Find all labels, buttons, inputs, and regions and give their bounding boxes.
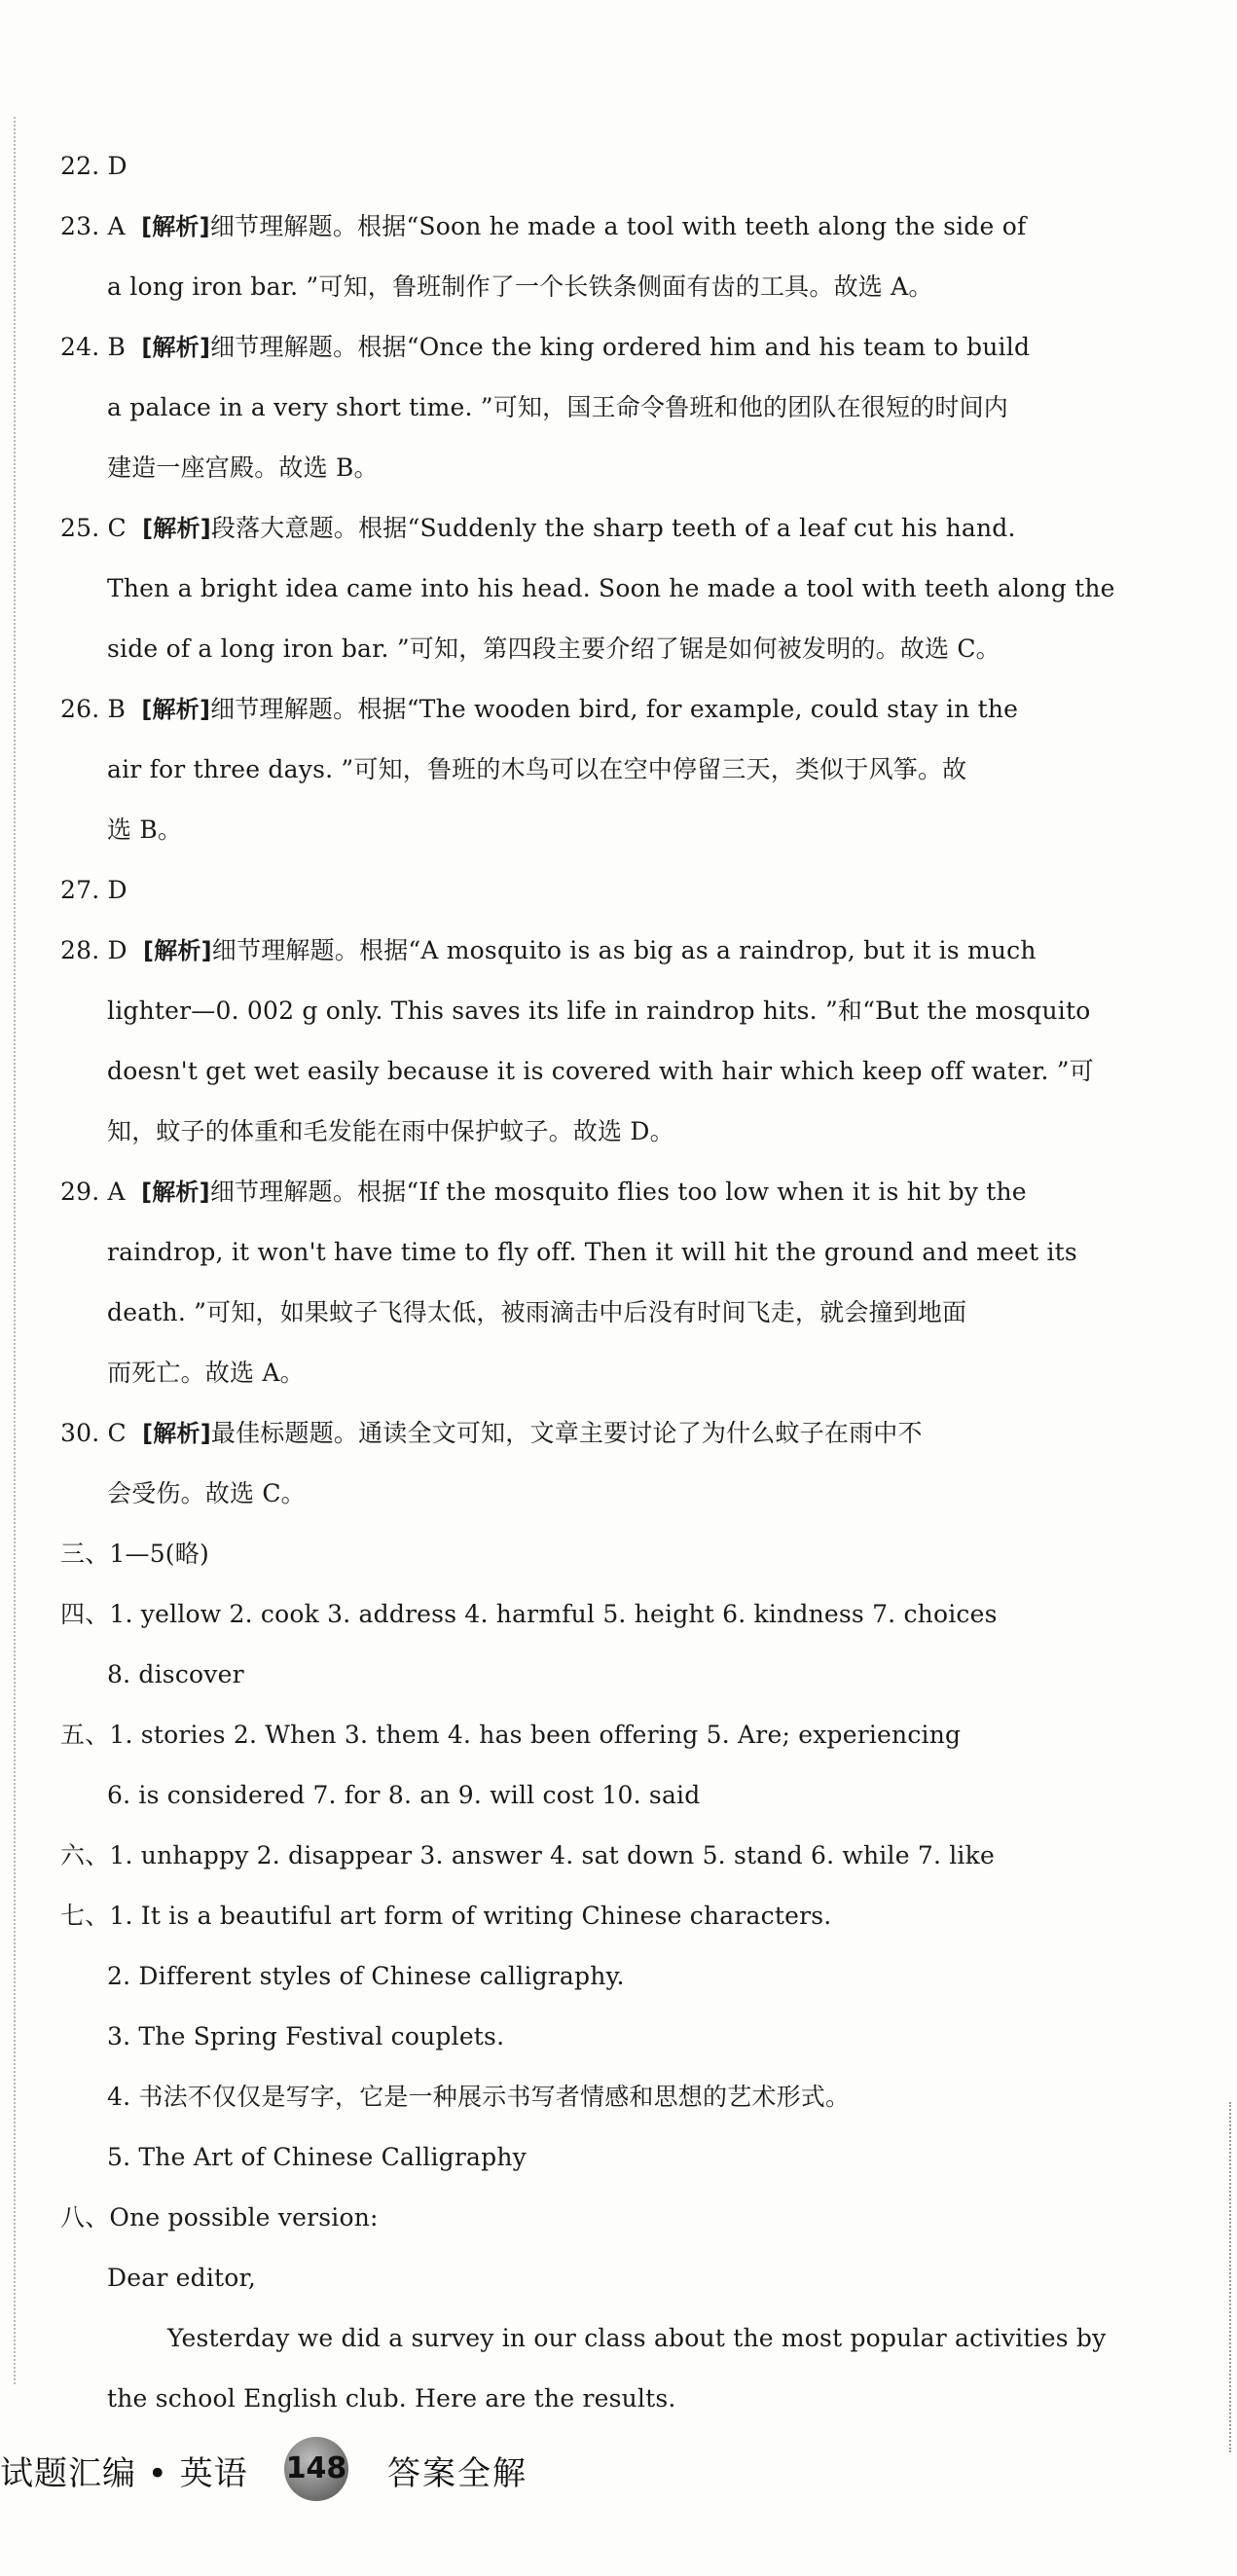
answer-line: 七、1. It is a beautiful art form of writing Chinese characters. [60, 1902, 832, 1930]
answer-line: doesn't get wet easily because it is covered with hair which keep off water. ”可 [107, 1057, 1094, 1085]
answer-line [60, 498, 1131, 559]
answer-line: a long iron bar. ”可知，鲁班制作了一个长铁条侧面有齿的工具。故选 A。 [107, 272, 933, 301]
answer-line [60, 1403, 1131, 1464]
question-number: 28. D [60, 936, 127, 964]
answer-line: death. ”可知，如果蚊子飞得太低，被雨滴击中后没有时间飞走，就会撞到地面 [107, 1298, 967, 1326]
analysis-tag: [解析] [141, 1179, 210, 1206]
answer-line: 八、One possible version: [60, 2203, 379, 2231]
answer-line: 会受伤。故选 C。 [107, 1479, 306, 1507]
answer-line: 6. is considered 7. for 8. an 9. will cost 10. said [107, 1781, 701, 1809]
answer-line [60, 317, 1131, 378]
page-edge-line [1229, 2102, 1231, 2452]
analysis-text: 细节理解题。根据“Soon he made a tool with teeth along the side of [209, 212, 1027, 240]
answer-line: 8. discover [107, 1660, 244, 1688]
answer-line: 2. Different styles of Chinese calligraphy. [107, 1962, 625, 1990]
answer-line: a palace in a very short time. ”可知，国王命令鲁班和他的团队在很短的时间内 [107, 393, 1008, 421]
answer-line: 选 B。 [107, 816, 183, 844]
answer-line: the school English club. Here are the results. [107, 2384, 676, 2413]
book-title: 试题汇编 • 英语 [0, 2454, 248, 2493]
analysis-text: 细节理解题。根据“Once the king ordered him and his team to build [210, 333, 1031, 361]
analysis-tag: [解析] [141, 696, 211, 723]
question-number: 23. A [60, 212, 126, 240]
answer-line: 知，蚊子的体重和毛发能在雨中保护蚊子。故选 D。 [107, 1117, 674, 1145]
answer-line [60, 197, 1131, 257]
answer-line: Yesterday we did a survey in our class about the most popular activities by [167, 2324, 1107, 2352]
question-number: 24. B [60, 333, 127, 361]
answer-line: 四、1. yellow 2. cook 3. address 4. harmful 5. height 6. kindness 7. choices [60, 1600, 998, 1628]
answer-line [60, 1162, 1131, 1222]
answer-line: 4. 书法不仅仅是写字，它是一种展示书写者情感和思想的艺术形式。 [107, 2083, 851, 2111]
answer-content [60, 136, 1131, 2429]
page-number-badge: 148 [284, 2437, 348, 2501]
analysis-tag: [解析] [141, 334, 211, 361]
analysis-tag: [解析] [142, 515, 211, 542]
answer-line: 22. D [60, 152, 127, 180]
answer-line: side of a long iron bar. ”可知，第四段主要介绍了锯是如何被发明的。故选 C。 [107, 635, 1001, 663]
binding-margin-line [14, 117, 16, 2384]
analysis-tag: [解析] [141, 213, 210, 240]
analysis-text: 细节理解题。根据“If the mosquito flies too low when it is hit by the [209, 1178, 1027, 1206]
analysis-tag: [解析] [142, 1420, 211, 1447]
analysis-text: 细节理解题。根据“A mosquito is as big as a raindrop, but it is much [211, 936, 1037, 964]
answer-line: 27. D [60, 876, 127, 904]
answer-line: 5. The Art of Chinese Calligraphy [107, 2143, 527, 2171]
answer-line: Dear editor, [107, 2264, 257, 2292]
answer-line: 六、1. unhappy 2. disappear 3. answer 4. sat down 5. stand 6. while 7. like [60, 1841, 995, 1869]
answer-line: raindrop, it won't have time to fly off. Then it will hit the ground and meet its [107, 1238, 1077, 1266]
answer-line: 三、1—5(略) [60, 1540, 209, 1568]
analysis-text: 细节理解题。根据“The wooden bird, for example, could stay in the [210, 695, 1019, 723]
section-title: 答案全解 [387, 2454, 528, 2493]
question-number: 29. A [60, 1178, 126, 1206]
page-footer [0, 2433, 1237, 2501]
answer-line: Then a bright idea came into his head. Soon he made a tool with teeth along the [107, 574, 1115, 602]
analysis-text: 段落大意题。根据“Suddenly the sharp teeth of a leaf cut his hand. [210, 514, 1016, 542]
question-number: 26. B [60, 695, 127, 723]
answer-line [60, 679, 1131, 740]
analysis-text: 最佳标题题。通读全文可知，文章主要讨论了为什么蚊子在雨中不 [210, 1419, 923, 1447]
answer-line: 3. The Spring Festival couplets. [107, 2022, 505, 2050]
answer-line: 建造一座宫殿。故选 B。 [107, 454, 379, 482]
answer-line: 五、1. stories 2. When 3. them 4. has been offering 5. Are; experiencing [60, 1721, 962, 1749]
answer-line: lighter—0. 002 g only. This saves its life in raindrop hits. ”和“But the mosquito [107, 997, 1091, 1025]
question-number: 30. C [60, 1419, 127, 1447]
question-number: 25. C [60, 514, 127, 542]
answer-line [60, 921, 1131, 981]
answer-line: air for three days. ”可知，鲁班的木鸟可以在空中停留三天，类似于风筝。故 [107, 755, 967, 783]
analysis-tag: [解析] [143, 937, 212, 964]
answer-line: 而死亡。故选 A。 [107, 1359, 305, 1387]
